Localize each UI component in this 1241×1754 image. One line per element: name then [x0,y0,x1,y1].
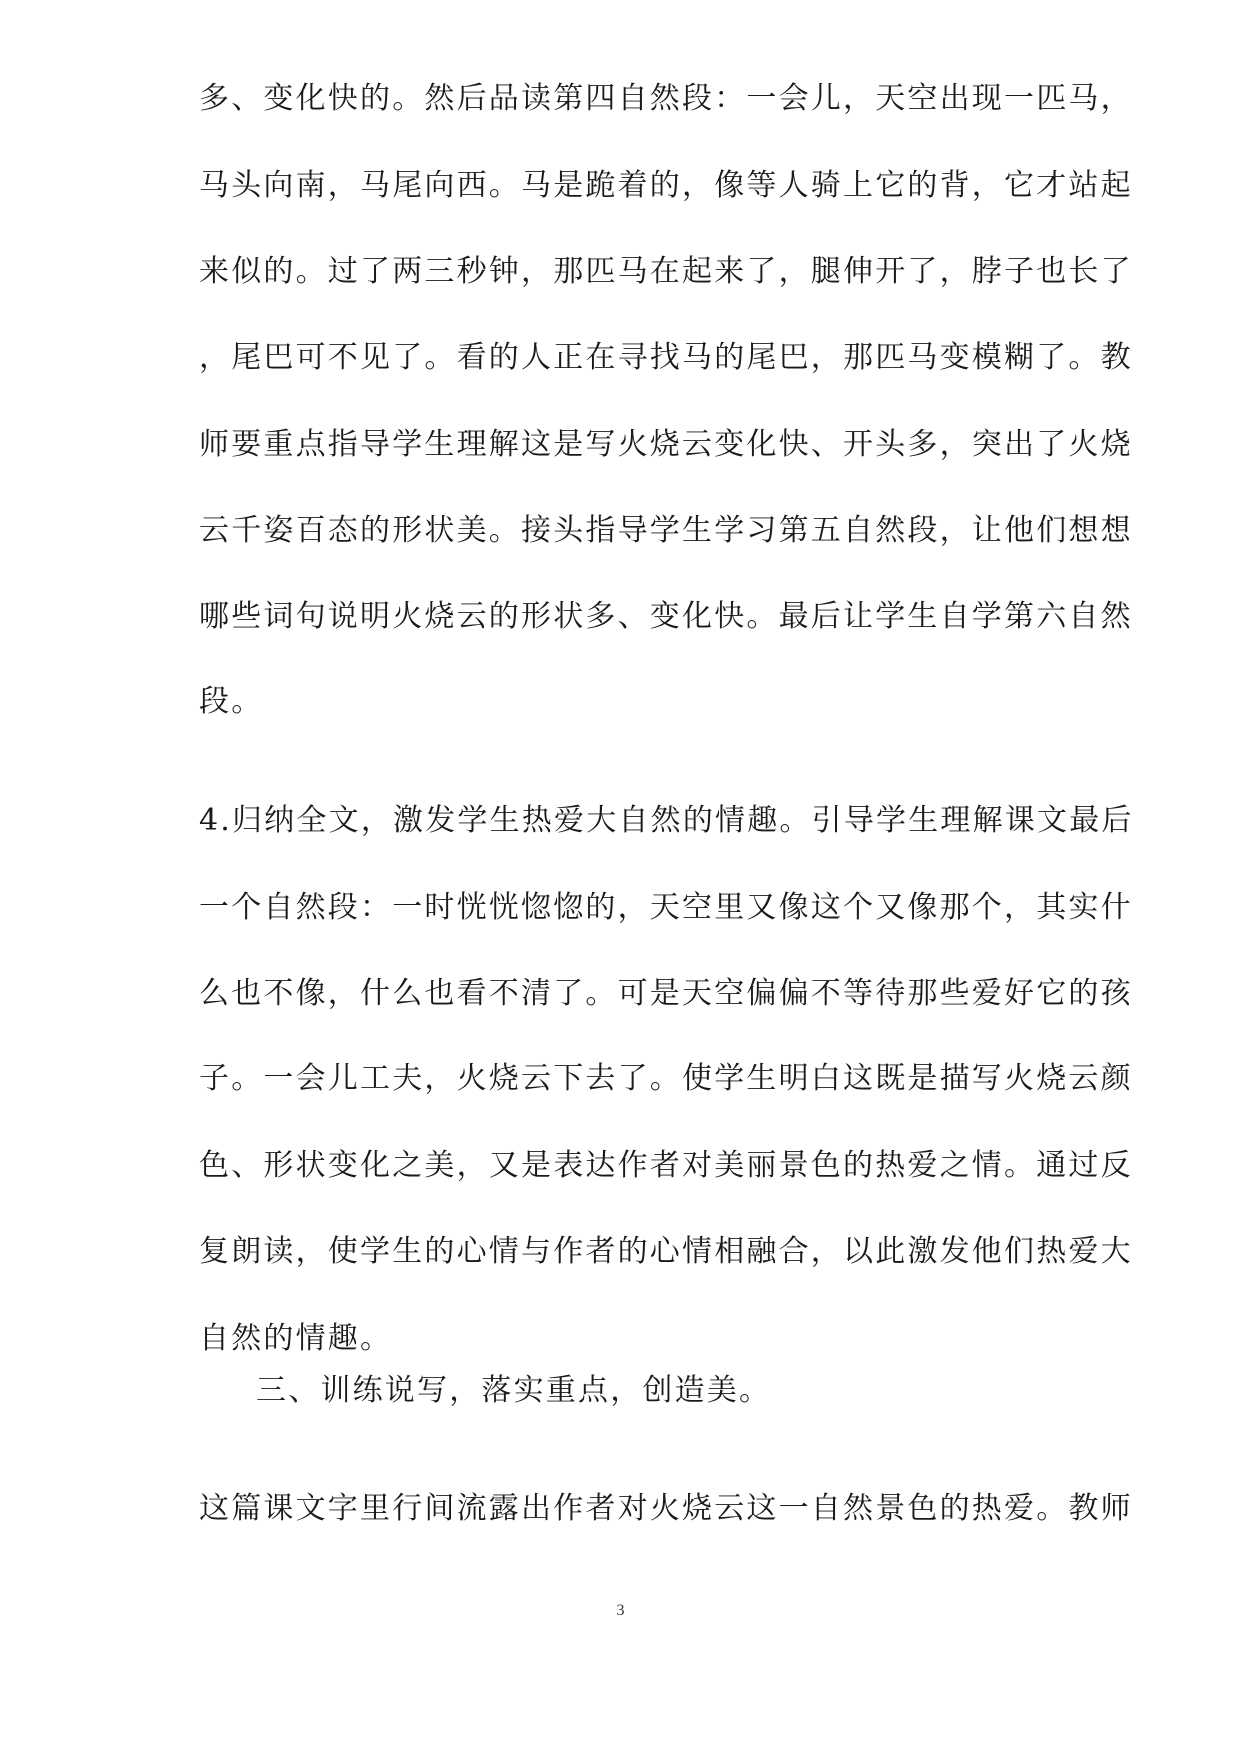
text-line: 子。一会儿工夫，火烧云下去了。使学生明白这既是描写火烧云颜 [199,1061,1133,1096]
text-line: 多、变化快的。然后品读第四自然段：一会儿，天空出现一匹马， [199,81,1133,116]
text-line: 么也不像，什么也看不清了。可是天空偏偏不等待那些爱好它的孩 [199,976,1133,1011]
text-line: ，尾巴可不见了。看的人正在寻找马的尾巴，那匹马变模糊了。教 [199,340,1133,375]
text-line: 这篇课文字里行间流露出作者对火烧云这一自然景色的热爱。教师 [199,1491,1133,1526]
text-line: 色、形状变化之美，又是表达作者对美丽景色的热爱之情。通过反 [199,1148,1133,1183]
text-line: 云千姿百态的形状美。接头指导学生学习第五自然段，让他们想想 [199,513,1133,548]
page-number: 3 [616,1602,625,1619]
text-line: 来似的。过了两三秒钟，那匹马在起来了，腿伸开了，脖子也长了 [199,254,1133,289]
text-line: 自然的情趣。 [199,1321,393,1356]
text-line: 哪些词句说明火烧云的形状多、变化快。最后让学生自学第六自然 [199,599,1133,634]
text-line: 复朗读，使学生的心情与作者的心情相融合，以此激发他们热爱大 [199,1234,1133,1269]
section-heading: 三、训练说写，落实重点，创造美。 [256,1373,772,1408]
text-line: 段。 [199,684,264,719]
text-line: 马头向南，马尾向西。马是跪着的，像等人骑上它的背，它才站起 [199,168,1133,203]
text-line: 4.归纳全文，激发学生热爱大自然的情趣。引导学生理解课文最后 [199,803,1134,838]
text-line: 一个自然段：一时恍恍惚惚的，天空里又像这个又像那个，其实什 [199,890,1133,925]
text-line: 师要重点指导学生理解这是写火烧云变化快、开头多，突出了火烧 [199,427,1133,462]
